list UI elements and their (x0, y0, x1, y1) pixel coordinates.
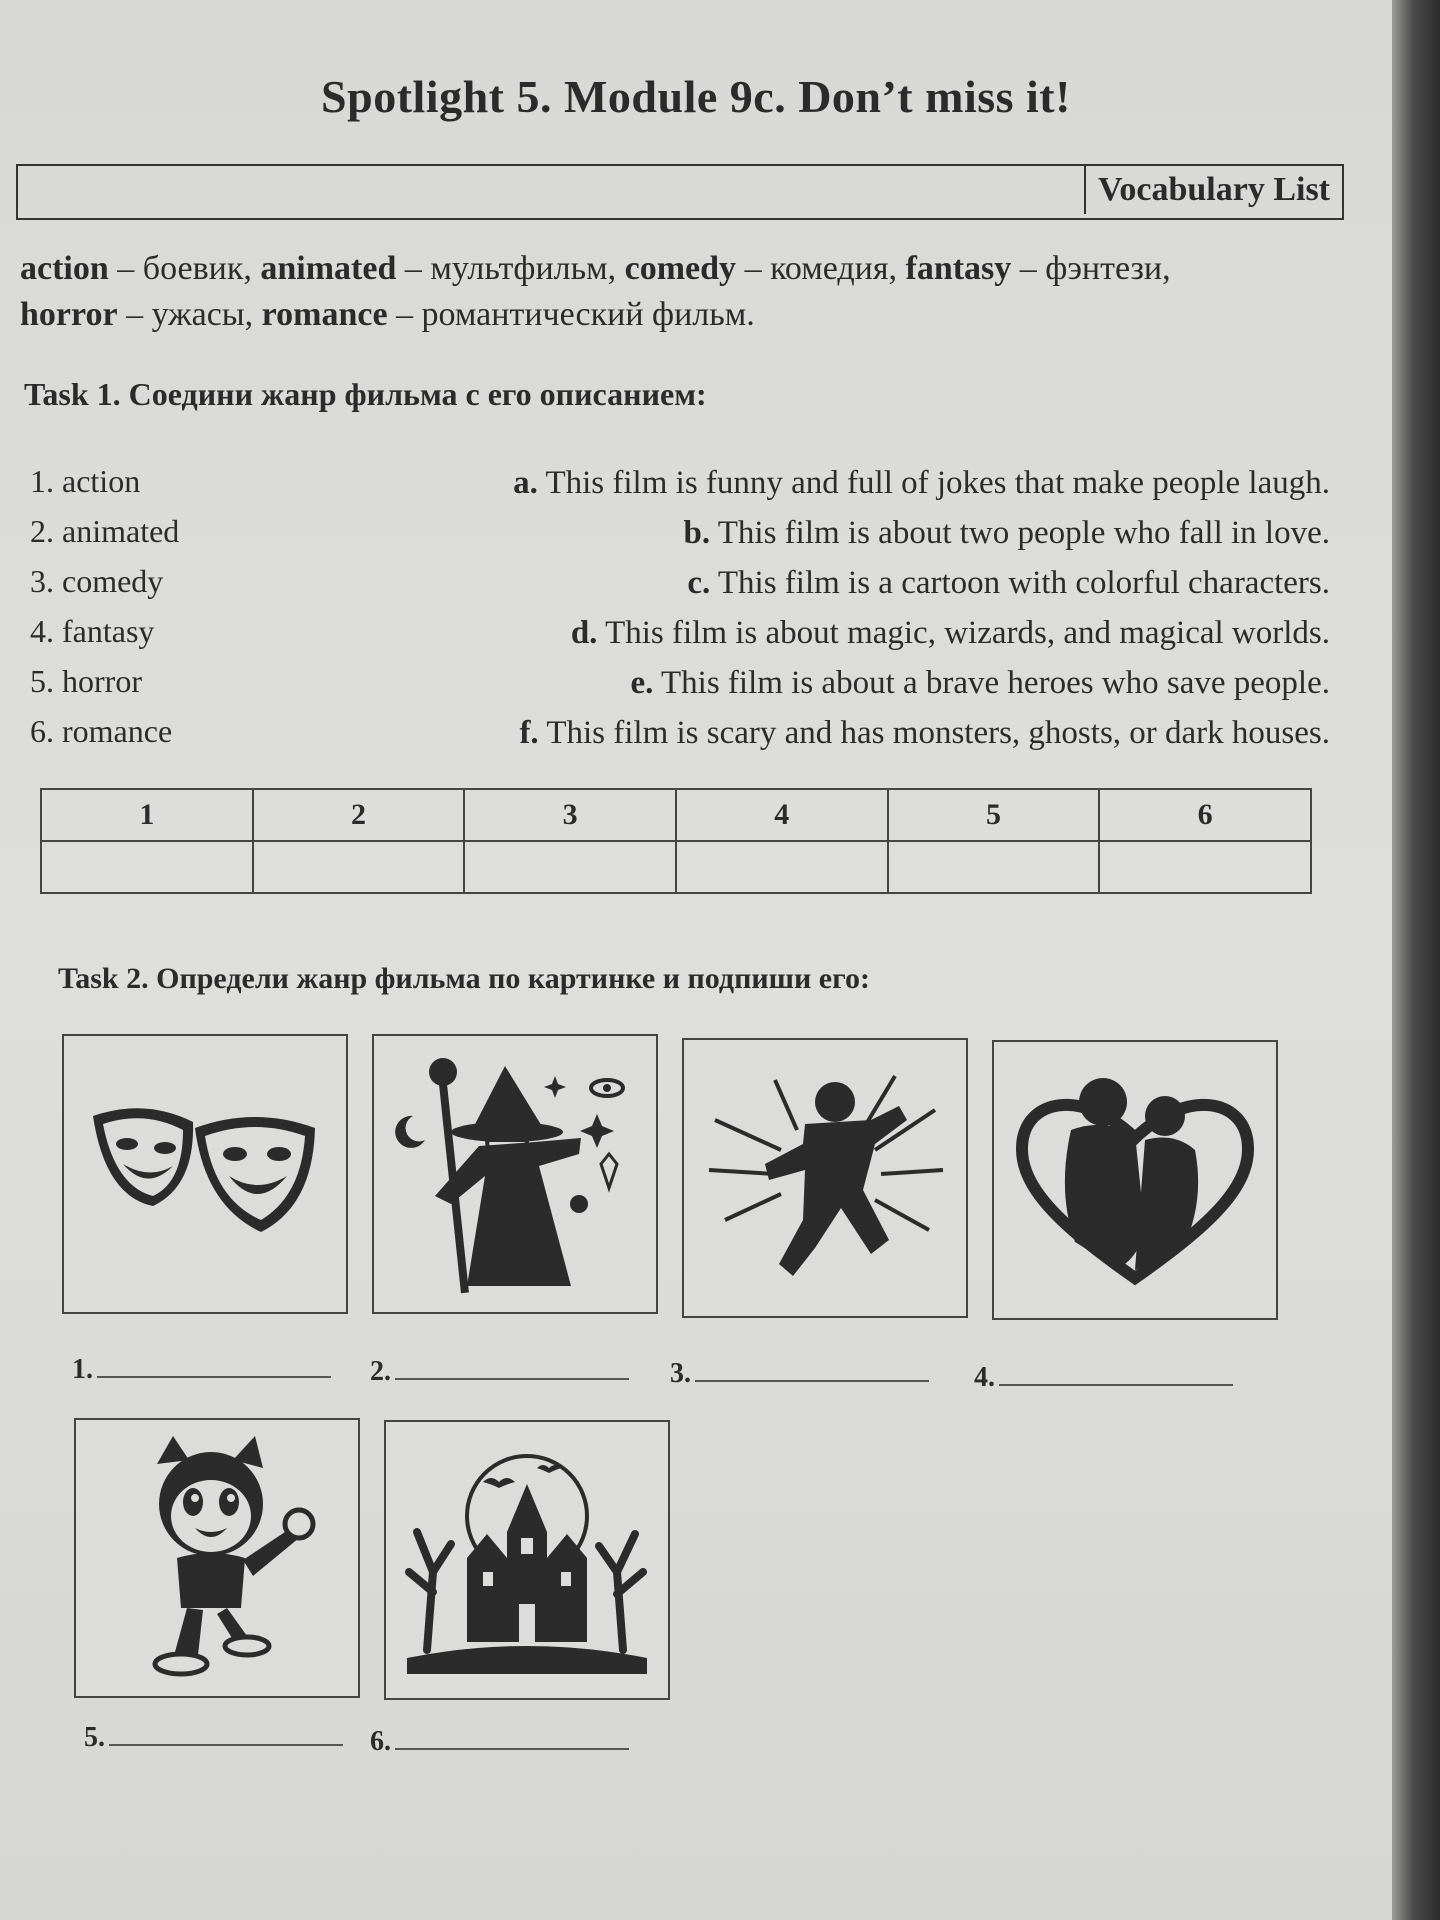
picture-frame-1 (62, 1034, 348, 1314)
description-letter: e. (630, 665, 654, 701)
description-text: This film is funny and full of jokes that make people laugh. (537, 465, 1330, 501)
answer-table (40, 788, 1312, 894)
description-list (513, 458, 1330, 758)
answer-header-cell: 2 (253, 789, 465, 841)
vocab-term: animated (260, 250, 397, 287)
couple-heart-icon (994, 1042, 1276, 1318)
description-item (513, 708, 1330, 758)
description-text: This film is about magic, wizards, and magical worlds. (597, 615, 1330, 651)
blank-line (109, 1720, 343, 1746)
answer-cell[interactable] (464, 841, 676, 893)
answer-blank-2[interactable] (370, 1354, 629, 1388)
answer-cell[interactable] (888, 841, 1100, 893)
vocab-translation: – комедия, (736, 250, 906, 287)
blank-line (97, 1352, 331, 1378)
blank-number: 3. (670, 1358, 691, 1389)
vocab-translation: – ужасы, (117, 296, 262, 333)
answer-blank-4[interactable] (974, 1360, 1233, 1394)
description-letter: d. (570, 615, 598, 651)
haunted-house-icon (386, 1422, 668, 1698)
blank-line (395, 1724, 629, 1750)
genre-item: 5. horror (30, 663, 142, 699)
description-letter: f. (519, 715, 539, 751)
answer-cell[interactable] (676, 841, 888, 893)
genre-item: 2. animated (30, 513, 180, 549)
answer-header-cell: 3 (464, 789, 676, 841)
blank-number: 5. (84, 1722, 105, 1753)
vocab-translation: – фэнтези, (1011, 250, 1171, 287)
answer-blank-1[interactable] (72, 1352, 331, 1386)
vocabulary-list (20, 246, 1340, 338)
task2-heading: Task 2. Определи жанр фильма по картинке и подпиши его: (58, 962, 870, 995)
vocab-term: comedy (624, 250, 737, 287)
answer-header-row (41, 789, 1311, 841)
answer-cell[interactable] (1099, 841, 1311, 893)
answer-header-cell: 4 (676, 789, 888, 841)
blank-number: 1. (72, 1354, 93, 1385)
answer-header-cell: 6 (1099, 789, 1311, 841)
description-letter: c. (687, 565, 711, 601)
description-item (513, 658, 1330, 708)
vocab-term: action (20, 250, 109, 287)
description-item (513, 558, 1330, 608)
description-text: This film is a cartoon with colorful characters. (710, 565, 1330, 601)
blank-number: 2. (370, 1356, 391, 1387)
vocab-term: horror (20, 296, 118, 333)
vocabulary-bar (16, 164, 1344, 220)
answer-input-row (41, 841, 1311, 893)
monitor-bezel (1392, 0, 1440, 1920)
answer-blank-3[interactable] (670, 1356, 929, 1390)
blank-line (395, 1354, 629, 1380)
answer-cell[interactable] (41, 841, 253, 893)
page-title: Spotlight 5. Module 9c. Don’t miss it! (321, 71, 1071, 122)
picture-frame-2 (372, 1034, 658, 1314)
vocab-translation: – мультфильм, (396, 250, 625, 287)
answer-header-cell: 5 (888, 789, 1100, 841)
vocab-term: romance (261, 296, 388, 333)
theatre-masks-icon (64, 1036, 346, 1312)
blank-number: 4. (974, 1362, 995, 1393)
description-text: This film is about a brave heroes who save people. (653, 665, 1330, 701)
blank-line (999, 1360, 1233, 1386)
wizard-icon (374, 1036, 656, 1312)
genre-item: 6. romance (30, 713, 173, 749)
answer-header-cell: 1 (41, 789, 253, 841)
picture-frame-3 (682, 1038, 968, 1318)
action-hero-icon (684, 1040, 966, 1316)
vocab-translation: – боевик, (108, 250, 261, 287)
description-item (513, 608, 1330, 658)
vocabulary-label: Vocabulary List (1084, 166, 1342, 214)
genre-item: 4. fantasy (30, 613, 155, 649)
description-item (513, 508, 1330, 558)
picture-frame-6 (384, 1420, 670, 1700)
description-text: This film is about two people who fall in love. (710, 515, 1330, 551)
description-letter: a. (513, 465, 538, 501)
vocab-translation: – романтический фильм. (387, 296, 755, 333)
description-letter: b. (683, 515, 711, 551)
picture-frame-4 (992, 1040, 1278, 1320)
genre-list (30, 456, 179, 756)
picture-frame-5 (74, 1418, 360, 1698)
vocab-term: fantasy (905, 250, 1012, 287)
cartoon-character-icon (76, 1420, 358, 1696)
answer-blank-6[interactable] (370, 1724, 629, 1758)
task1-heading: Task 1. Соедини жанр фильма с его описанием: (24, 376, 707, 412)
genre-item: 1. action (30, 463, 141, 499)
genre-item: 3. comedy (30, 563, 164, 599)
answer-blank-5[interactable] (84, 1720, 343, 1754)
answer-cell[interactable] (253, 841, 465, 893)
description-item (513, 458, 1330, 508)
description-text: This film is scary and has monsters, ghosts, or dark houses. (538, 715, 1330, 751)
blank-line (695, 1356, 929, 1382)
blank-number: 6. (370, 1726, 391, 1757)
